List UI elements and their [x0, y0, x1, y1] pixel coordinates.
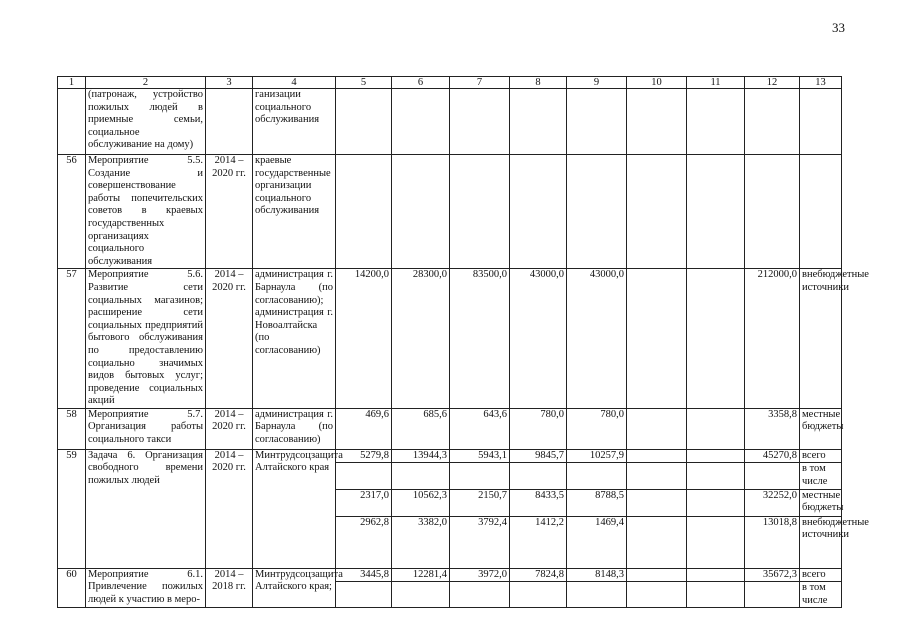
table-row — [58, 155, 842, 269]
col-number-5: 5 — [336, 77, 392, 89]
value-2018: 780,0 — [567, 408, 627, 449]
program-table — [57, 76, 869, 608]
measure-name: Мероприятие 5.6. Развитие сети социальных магазинов; расширение сети социальных предприятий бытового обслуживания по предоставлению социально значимых видов бытовых услуг; проведение социальных акций — [86, 269, 206, 409]
value-2014: 469,6 — [336, 408, 392, 449]
row-number: 59 — [58, 449, 86, 568]
col-number-11: 11 — [687, 77, 745, 89]
executor: администрация г. Барнаула (по согласованию) — [253, 408, 336, 449]
table-row — [58, 269, 842, 409]
value-2015: 13944,3 — [392, 449, 450, 463]
funding-source: всего — [800, 449, 842, 463]
col-number-13: 13 — [800, 77, 842, 89]
value-2015: 10562,3 — [392, 489, 450, 516]
executor: краевые государственные организации социального обслуживания — [253, 155, 336, 269]
funding-source: в том числе — [800, 582, 842, 608]
measure-name: Мероприятие 5.7. Организация работы социального такси — [86, 408, 206, 449]
funding-source: местные бюджеты — [800, 408, 842, 449]
table-row — [58, 89, 842, 155]
executor: администрация г. Барнаула (по согласованию); администрация г. Новоалтайска (по согласованию) — [253, 269, 336, 409]
period: 2014 – 2020 гг. — [206, 408, 253, 449]
measure-name: (патронаж, устройство пожилых людей в приемные семьи, социальное обслуживание на дому) — [86, 89, 206, 155]
value-2016: 3972,0 — [450, 568, 510, 582]
table-row — [58, 568, 842, 582]
value-2017: 43000,0 — [510, 269, 567, 409]
value-2018: 8148,3 — [567, 568, 627, 582]
col-number-9: 9 — [567, 77, 627, 89]
measure-name: Мероприятие 5.5. Создание и совершенствование работы попечительских советов в краевых государственных организациях социального обслуживания — [86, 155, 206, 269]
period: 2014 – 2020 гг. — [206, 449, 253, 568]
column-number-row — [58, 77, 842, 89]
value-2015: 28300,0 — [392, 269, 450, 409]
col-number-12: 12 — [745, 77, 800, 89]
col-number-8: 8 — [510, 77, 567, 89]
value-2018: 10257,9 — [567, 449, 627, 463]
table-row — [58, 408, 842, 449]
value-2014: 14200,0 — [336, 269, 392, 409]
value-2016: 2150,7 — [450, 489, 510, 516]
period: 2014 – 2020 гг. — [206, 269, 253, 409]
page-number: 33 — [832, 20, 845, 35]
value-2017: 1412,2 — [510, 516, 567, 568]
row-number: 56 — [58, 155, 86, 269]
funding-source: внебюджетные источники — [800, 516, 842, 568]
funding-source: в том числе — [800, 463, 842, 489]
period: 2014 – 2018 гг. — [206, 568, 253, 608]
value-total: 212000,0 — [745, 269, 800, 409]
value-2014: 2317,0 — [336, 489, 392, 516]
executor: ганизации социального обслуживания — [253, 89, 336, 155]
col-number-1: 1 — [58, 77, 86, 89]
executor: Минтрудсоцзащита Алтайского края; — [253, 568, 336, 608]
value-2017: 7824,8 — [510, 568, 567, 582]
value-2016: 5943,1 — [450, 449, 510, 463]
value-2017: 780,0 — [510, 408, 567, 449]
period: 2014 – 2020 гг. — [206, 155, 253, 269]
value-2017: 9845,7 — [510, 449, 567, 463]
col-number-3: 3 — [206, 77, 253, 89]
value-total: 45270,8 — [745, 449, 800, 463]
value-2017: 8433,5 — [510, 489, 567, 516]
value-2018: 1469,4 — [567, 516, 627, 568]
value-2015: 685,6 — [392, 408, 450, 449]
col-number-10: 10 — [627, 77, 687, 89]
value-total: 35672,3 — [745, 568, 800, 582]
value-total: 3358,8 — [745, 408, 800, 449]
value-2014: 5279,8 — [336, 449, 392, 463]
value-2018: 43000,0 — [567, 269, 627, 409]
table-row — [58, 449, 842, 463]
funding-source: всего — [800, 568, 842, 582]
value-2016: 83500,0 — [450, 269, 510, 409]
value-2015: 3382,0 — [392, 516, 450, 568]
value-2014: 2962,8 — [336, 516, 392, 568]
measure-name: Мероприятие 6.1. Привлечение пожилых людей к участию в меро- — [86, 568, 206, 608]
value-2015: 12281,4 — [392, 568, 450, 582]
value-2016: 3792,4 — [450, 516, 510, 568]
row-number: 58 — [58, 408, 86, 449]
row-number: 57 — [58, 269, 86, 409]
funding-source: местные бюджеты — [800, 489, 842, 516]
col-number-7: 7 — [450, 77, 510, 89]
measure-name: Задача 6. Организация свободного времени пожилых людей — [86, 449, 206, 568]
value-total: 32252,0 — [745, 489, 800, 516]
col-number-4: 4 — [253, 77, 336, 89]
value-total: 13018,8 — [745, 516, 800, 568]
value-2016: 643,6 — [450, 408, 510, 449]
value-2014: 3445,8 — [336, 568, 392, 582]
col-number-6: 6 — [392, 77, 450, 89]
row-number: 60 — [58, 568, 86, 608]
value-2018: 8788,5 — [567, 489, 627, 516]
executor: Минтрудсоцзащита Алтайского края — [253, 449, 336, 568]
col-number-2: 2 — [86, 77, 206, 89]
funding-source: внебюджетные источники — [800, 269, 842, 409]
